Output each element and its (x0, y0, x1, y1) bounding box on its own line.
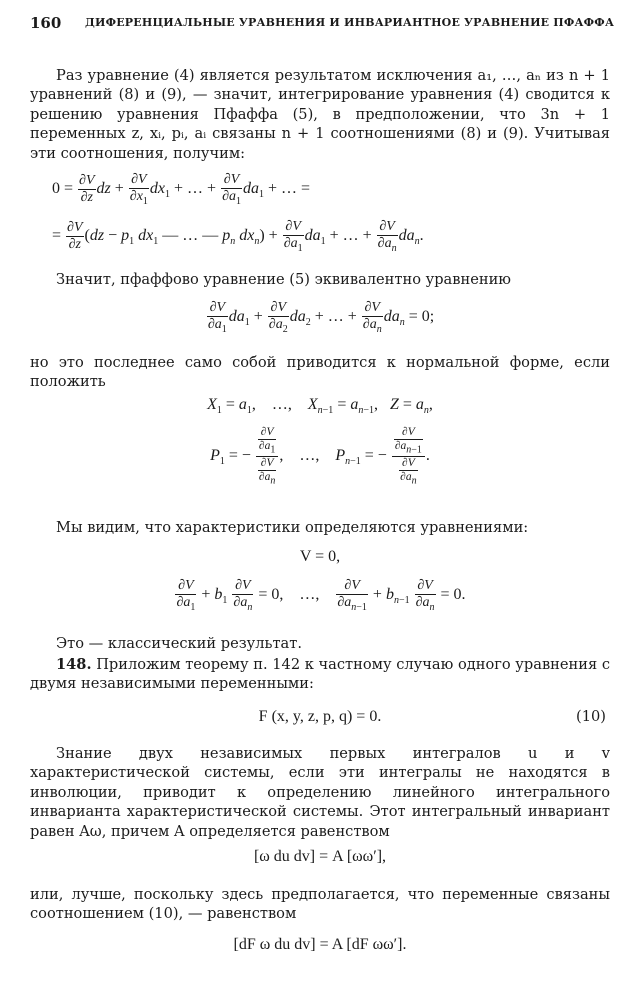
equation-10-body: F (x, y, z, p, q) = 0. (258, 708, 382, 725)
paragraph-7: Знание двух независимых первых интегралов u и v характеристической системы, если эти интегралы не находятся в инволюции, приводит к определению линейного интегрального инварианта характеристической системы. Этот интегральный инвариант равен Aω, причем A определяется равенством (30, 745, 610, 840)
paragraph-6 (30, 655, 610, 694)
equation-omega: [ω du dv] = A [ωω′], (253, 848, 387, 865)
paragraph-4: Мы видим, что характеристики определяются уравнениями: (56, 519, 529, 536)
equation-total-differential-1: 0 = $\frac{\partial V}{\partial z}$ dz + $\frac{\partial V}{\partial x_1}$ $dx_1$ + … + $\frac{\partial V}{\partial a_1}$ $da_1$ + … = (52, 172, 311, 207)
equation-substitution-x: $X_1 = a_1$, …, $X_{n-1} = a_{n-1}$, $Z = a_n$, (207, 396, 433, 417)
page-header (30, 14, 615, 44)
equation-substitution-p: $P_1$ = − $\frac{\frac{\partial V}{\partial a_1}}{\frac{\partial V}{\partial a_n}}$ , …, $P_{n-1}$ = − $\frac{\frac{\partial V}{\partial a_{n-1}}}{\frac{\partial V}{\partial a_n}}$ . (210, 426, 430, 487)
paragraph-6-text: Приложим теорему п. 142 к частному случаю одного уравнения с двумя независимыми переменными: (30, 656, 610, 693)
equation-v-zero: V = 0, (299, 548, 341, 565)
section-number: 148. (56, 656, 92, 673)
paragraph-1: Раз уравнение (4) является результатом исключения a₁, …, aₙ из n + 1 уравнений (8) и (9), — значит, интегрирование уравнения (4) сводится к решению уравнения Пфаффа (5), в предположении, что 3n + 1 переменных z, xᵢ, pᵢ, aᵢ связаны n + 1 соотношениями (8) и (9). Учитывая эти соотношения, получим: (30, 67, 610, 162)
equation-characteristics: $\frac{\partial V}{\partial a_1}$ + $b_1$ $\frac{\partial V}{\partial a_n}$ = 0, …, $\frac{\partial V}{\partial a_{n-1}}$ + $b_{n-1}$ $\frac{\partial V}{\partial a_n}$ = 0. (176, 578, 466, 613)
equation-total-differential-2: = $\frac{\partial V}{\partial z}$ ($dz - p_1$ $dx_1$ — … — $p_n$ $dx_n$) + $\frac{\partial V}{\partial a_1}$ $da_1$ + … + $\frac{\partial V}{\partial a_n}$ $da_n$. (52, 219, 424, 254)
paragraph-2: Значит, пфаффово уравнение (5) эквивалентно уравнению (56, 271, 512, 288)
running-title: ДИФЕРЕНЦИАЛЬНЫЕ УРАВНЕНИЯ И ИНВАРИАНТНОЕ УРАВНЕНИЕ ПФАФФА (85, 16, 615, 29)
equation-10-number: (10) (576, 708, 606, 725)
page-number: 160 (30, 14, 62, 32)
equation-10 (30, 708, 610, 726)
equation-dF: [dF ω du dv] = A [dF ωω′]. (233, 936, 407, 953)
paragraph-8: или, лучше, поскольку здесь предполагается, что переменные связаны соотношением (10), — равенством (30, 886, 610, 923)
paragraph-3: но это последнее само собой приводится к нормальной форме, если положить (30, 354, 610, 391)
equation-pfaff-equivalent: $\frac{\partial V}{\partial a_1}$ $da_1$ + $\frac{\partial V}{\partial a_2}$ $da_2$ + … + $\frac{\partial V}{\partial a_n}$ $da_n = 0$; (207, 300, 435, 335)
paragraph-5: Это — классический результат. (56, 635, 302, 652)
